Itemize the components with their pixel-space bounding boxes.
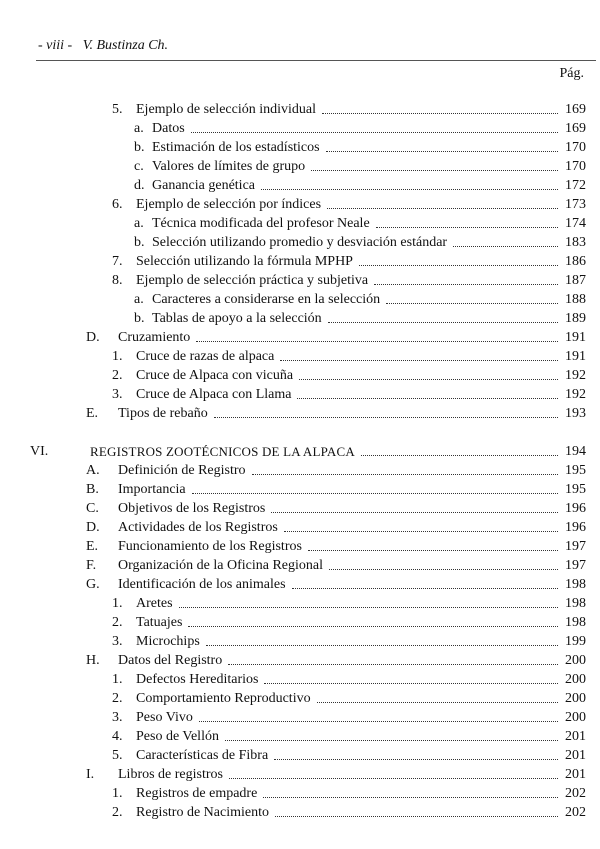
- dot-leader: [191, 119, 562, 133]
- toc-entry-page: 201: [558, 727, 586, 746]
- toc-entry-number: F.: [86, 558, 97, 573]
- toc-entry: [0, 328, 600, 347]
- dot-leader: [322, 100, 562, 114]
- toc-entry-page: 194: [558, 442, 586, 461]
- toc-entry: [0, 404, 600, 423]
- toc-entry-page: 169: [558, 100, 586, 119]
- dot-leader: [317, 689, 562, 703]
- toc-entry-number: 2.: [112, 691, 123, 706]
- toc-entry-page: 174: [558, 214, 586, 233]
- toc-entry: [0, 138, 600, 157]
- toc-entry-title: Funcionamiento de los Registros: [118, 537, 308, 556]
- toc-entry: [0, 708, 600, 727]
- toc-entry-title: Valores de límites de grupo: [152, 157, 311, 176]
- toc-entry-page: 198: [558, 575, 586, 594]
- toc-entry-title: Ejemplo de selección individual: [136, 100, 322, 119]
- dot-leader: [214, 404, 562, 418]
- dot-leader: [252, 461, 562, 475]
- dot-leader: [188, 613, 562, 627]
- toc-entry-number: A.: [86, 463, 100, 478]
- toc-entry-title: Actividades de los Registros: [118, 518, 284, 537]
- toc-entry-number: 5.: [112, 748, 123, 763]
- dot-leader: [329, 556, 562, 570]
- toc-entry-title: Peso Vivo: [136, 708, 199, 727]
- toc-entry-title: Características de Fibra: [136, 746, 274, 765]
- toc-entry-page: 188: [558, 290, 586, 309]
- toc-entry-number: 2.: [112, 805, 123, 820]
- toc-entry-title: REGISTROS ZOOTÉCNICOS DE LA ALPACA: [90, 442, 361, 461]
- toc-entry: [0, 784, 600, 803]
- toc-entry: [0, 746, 600, 765]
- toc-entry-title: Selección utilizando promedio y desviación estándar: [152, 233, 453, 252]
- toc-entry: [0, 176, 600, 195]
- section-gap: [0, 423, 600, 442]
- toc-entry-page: 200: [558, 670, 586, 689]
- toc-entry-title: Caracteres a considerarse en la selección: [152, 290, 386, 309]
- toc-entry: [0, 195, 600, 214]
- toc-entry-title: Defectos Hereditarios: [136, 670, 264, 689]
- toc-entry: [0, 233, 600, 252]
- toc-entry-number: 3.: [112, 387, 123, 402]
- toc-entry: [0, 252, 600, 271]
- toc-entry: [0, 765, 600, 784]
- toc-entry-page: 196: [558, 499, 586, 518]
- dot-leader: [299, 366, 562, 380]
- toc-entry-page: 202: [558, 803, 586, 822]
- toc-entry-page: 200: [558, 689, 586, 708]
- toc-entry-number: C.: [86, 501, 99, 516]
- toc-entry-page: 197: [558, 537, 586, 556]
- toc-entry-number: b.: [134, 235, 145, 250]
- dot-leader: [274, 746, 562, 760]
- toc-entry-page: 189: [558, 309, 586, 328]
- toc-entry-title: Ganancia genética: [152, 176, 261, 195]
- toc-entry-page: 172: [558, 176, 586, 195]
- toc-entry-page: 170: [558, 157, 586, 176]
- toc-entry: [0, 385, 600, 404]
- toc-entry-title: Microchips: [136, 632, 206, 651]
- toc-entry-page: 200: [558, 708, 586, 727]
- toc-entry: [0, 366, 600, 385]
- dot-leader: [386, 290, 562, 304]
- toc-entry-title: Comportamiento Reproductivo: [136, 689, 317, 708]
- table-of-contents: [0, 100, 600, 822]
- toc-entry-page: 173: [558, 195, 586, 214]
- toc-entry-title: Importancia: [118, 480, 192, 499]
- toc-entry-page: 198: [558, 613, 586, 632]
- toc-entry-number: 8.: [112, 273, 123, 288]
- dot-leader: [225, 727, 562, 741]
- toc-entry-title: Registros de empadre: [136, 784, 263, 803]
- toc-entry-number: a.: [134, 121, 144, 136]
- toc-entry-number: b.: [134, 140, 145, 155]
- toc-entry-title: Tablas de apoyo a la selección: [152, 309, 328, 328]
- dot-leader: [359, 252, 562, 266]
- header-rule: [36, 60, 596, 61]
- toc-entry-page: 198: [558, 594, 586, 613]
- toc-entry: [0, 632, 600, 651]
- toc-entry: [0, 290, 600, 309]
- toc-entry: [0, 727, 600, 746]
- toc-entry-title: Objetivos de los Registros: [118, 499, 271, 518]
- toc-entry: [0, 499, 600, 518]
- toc-entry-title: Tipos de rebaño: [118, 404, 214, 423]
- author-name: V. Bustinza Ch.: [82, 38, 169, 53]
- dot-leader: [228, 651, 562, 665]
- toc-entry: [0, 347, 600, 366]
- toc-entry-page: 195: [558, 461, 586, 480]
- toc-entry-page: 201: [558, 746, 586, 765]
- toc-entry-title: Aretes: [136, 594, 179, 613]
- toc-entry-number: B.: [86, 482, 99, 497]
- dot-leader: [179, 594, 562, 608]
- dot-leader: [292, 575, 562, 589]
- toc-entry-title: Datos del Registro: [118, 651, 228, 670]
- toc-entry-number: c.: [134, 159, 144, 174]
- toc-entry-page: 197: [558, 556, 586, 575]
- toc-entry: [0, 556, 600, 575]
- toc-entry-number: 5.: [112, 102, 123, 117]
- toc-entry-number: 7.: [112, 254, 123, 269]
- page-number-roman: - viii -: [38, 38, 73, 53]
- toc-entry-page: 187: [558, 271, 586, 290]
- toc-entry-page: 196: [558, 518, 586, 537]
- toc-entry: [0, 214, 600, 233]
- toc-entry-page: 192: [558, 385, 586, 404]
- toc-entry-number: 4.: [112, 729, 123, 744]
- dot-leader: [453, 233, 562, 247]
- toc-entry-number: 1.: [112, 672, 123, 687]
- toc-entry-title: Cruce de Alpaca con Llama: [136, 385, 297, 404]
- toc-entry: [0, 575, 600, 594]
- toc-entry-number: G.: [86, 577, 100, 592]
- toc-entry: [0, 689, 600, 708]
- toc-entry-number: I.: [86, 767, 95, 782]
- dot-leader: [196, 328, 562, 342]
- toc-entry: [0, 594, 600, 613]
- toc-entry-page: 200: [558, 651, 586, 670]
- toc-entry-number: D.: [86, 520, 100, 535]
- toc-entry-page: 193: [558, 404, 586, 423]
- toc-entry-number: 1.: [112, 349, 123, 364]
- toc-entry-number: E.: [86, 406, 99, 421]
- toc-entry: [0, 651, 600, 670]
- dot-leader: [263, 784, 562, 798]
- toc-entry-number: d.: [134, 178, 145, 193]
- dot-leader: [327, 195, 562, 209]
- toc-entry: [0, 803, 600, 822]
- toc-entry: [0, 119, 600, 138]
- toc-entry-title: Cruce de Alpaca con vicuña: [136, 366, 299, 385]
- dot-leader: [275, 803, 562, 817]
- dot-leader: [326, 138, 562, 152]
- toc-entry-number: 6.: [112, 197, 123, 212]
- toc-entry-number: 1.: [112, 786, 123, 801]
- toc-entry-page: 170: [558, 138, 586, 157]
- toc-entry-page: 195: [558, 480, 586, 499]
- toc-entry-number: VI.: [30, 444, 49, 459]
- page-column-label: Pág.: [559, 66, 584, 81]
- toc-entry-title: Cruzamiento: [118, 328, 196, 347]
- toc-entry-title: Definición de Registro: [118, 461, 252, 480]
- dot-leader: [271, 499, 562, 513]
- dot-leader: [280, 347, 562, 361]
- dot-leader: [308, 537, 562, 551]
- dot-leader: [192, 480, 562, 494]
- toc-entry-number: D.: [86, 330, 100, 345]
- dot-leader: [328, 309, 562, 323]
- toc-entry-number: 1.: [112, 596, 123, 611]
- toc-entry-number: a.: [134, 216, 144, 231]
- toc-entry-title: Identificación de los animales: [118, 575, 292, 594]
- toc-entry-title: Ejemplo de selección por índices: [136, 195, 327, 214]
- toc-entry: [0, 461, 600, 480]
- toc-entry-page: 192: [558, 366, 586, 385]
- running-header: [38, 38, 168, 54]
- toc-entry: [0, 537, 600, 556]
- toc-entry-title: Registro de Nacimiento: [136, 803, 275, 822]
- toc-entry-title: Técnica modificada del profesor Neale: [152, 214, 376, 233]
- toc-entry-title: Estimación de los estadísticos: [152, 138, 326, 157]
- dot-leader: [264, 670, 562, 684]
- dot-leader: [206, 632, 562, 646]
- toc-entry-title: Cruce de razas de alpaca: [136, 347, 280, 366]
- toc-entry-number: 2.: [112, 615, 123, 630]
- toc-entry-page: 183: [558, 233, 586, 252]
- dot-leader: [361, 442, 562, 456]
- toc-entry-number: E.: [86, 539, 99, 554]
- toc-entry: [0, 157, 600, 176]
- toc-entry-title: Peso de Vellón: [136, 727, 225, 746]
- toc-entry-page: 169: [558, 119, 586, 138]
- toc-entry-number: b.: [134, 311, 145, 326]
- toc-entry-title: Libros de registros: [118, 765, 229, 784]
- toc-entry-number: 3.: [112, 710, 123, 725]
- dot-leader: [311, 157, 562, 171]
- toc-entry-title: Datos: [152, 119, 191, 138]
- dot-leader: [297, 385, 562, 399]
- toc-entry-title: Organización de la Oficina Regional: [118, 556, 329, 575]
- toc-entry-page: 201: [558, 765, 586, 784]
- toc-entry-title: Selección utilizando la fórmula MPHP: [136, 252, 359, 271]
- toc-entry: [0, 271, 600, 290]
- toc-entry: [0, 442, 600, 461]
- toc-entry-page: 186: [558, 252, 586, 271]
- dot-leader: [376, 214, 562, 228]
- toc-entry: [0, 518, 600, 537]
- toc-entry-page: 199: [558, 632, 586, 651]
- toc-entry-title: Ejemplo de selección práctica y subjetiva: [136, 271, 374, 290]
- dot-leader: [284, 518, 562, 532]
- toc-entry-number: 2.: [112, 368, 123, 383]
- dot-leader: [374, 271, 562, 285]
- toc-entry-number: H.: [86, 653, 100, 668]
- toc-entry: [0, 100, 600, 119]
- dot-leader: [199, 708, 562, 722]
- toc-entry-number: 3.: [112, 634, 123, 649]
- toc-entry: [0, 670, 600, 689]
- toc-entry: [0, 480, 600, 499]
- toc-entry: [0, 613, 600, 632]
- toc-entry-page: 191: [558, 328, 586, 347]
- toc-entry-page: 202: [558, 784, 586, 803]
- toc-entry: [0, 309, 600, 328]
- toc-entry-page: 191: [558, 347, 586, 366]
- toc-entry-number: a.: [134, 292, 144, 307]
- dot-leader: [261, 176, 562, 190]
- dot-leader: [229, 765, 562, 779]
- toc-entry-title: Tatuajes: [136, 613, 188, 632]
